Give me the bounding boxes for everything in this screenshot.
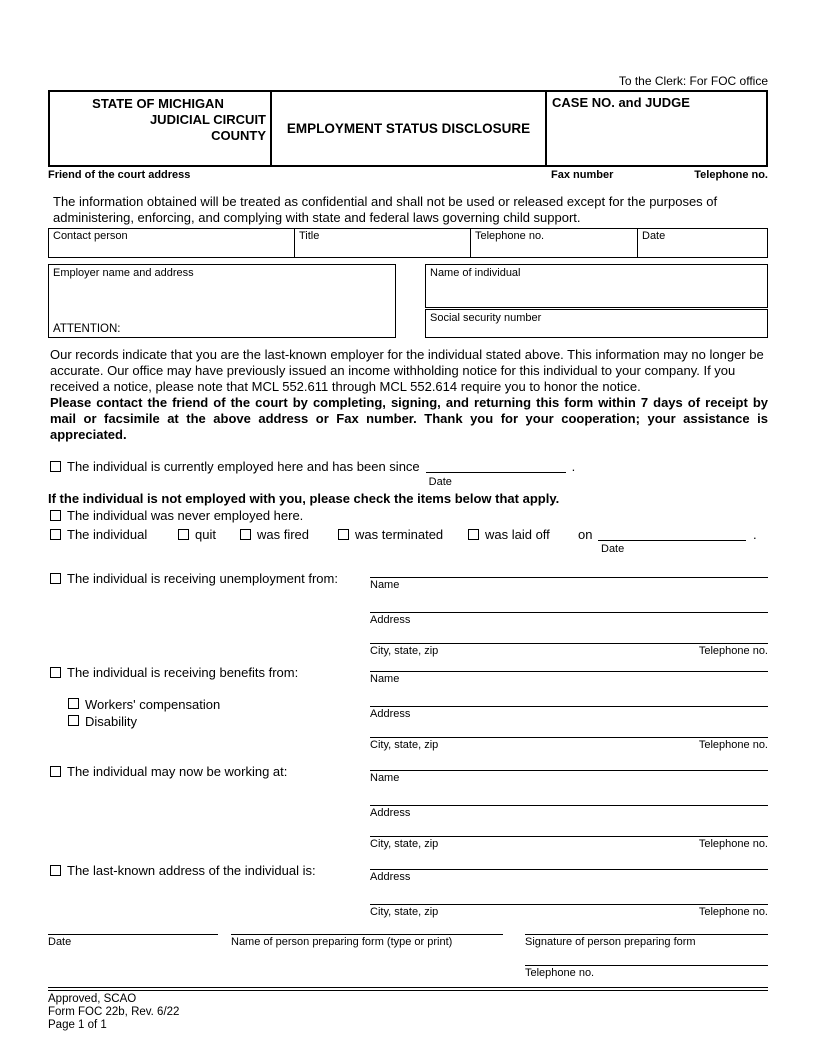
footer-form-number: Form FOC 22b, Rev. 6/22 [48, 1006, 180, 1018]
working-row [48, 764, 370, 780]
terminated-option [338, 527, 443, 543]
working-telephone-label: Telephone no. [698, 838, 768, 850]
last-known-address-group [370, 869, 768, 883]
state-label: STATE OF MICHIGAN [92, 96, 224, 111]
unemployment-address-group [370, 612, 768, 626]
footer-approved: Approved, SCAO [48, 993, 137, 1005]
fax-number-label: Fax number [551, 169, 614, 181]
fired-option [240, 527, 309, 543]
contact-telephone-field[interactable] [471, 229, 638, 257]
footer-divider [48, 987, 768, 991]
checkbox-was-laid-off[interactable] [468, 529, 479, 540]
working-name-group [370, 770, 768, 784]
court-address-row [48, 169, 768, 184]
contact-table [48, 228, 768, 258]
laid-off-option [468, 527, 550, 543]
separation-date-line[interactable] [598, 527, 746, 541]
employed-since-blank [426, 459, 566, 490]
benefits-city-label: City, state, zip [370, 739, 439, 751]
contact-telephone-label: Telephone no. [475, 230, 545, 242]
case-no-label: CASE NO. and JUDGE [552, 95, 690, 110]
benefits-telephone-label: Telephone no. [698, 739, 768, 751]
never-employed-row [48, 508, 768, 524]
benefits-section [48, 665, 768, 751]
working-left [48, 764, 370, 850]
individual-name-field[interactable] [425, 264, 768, 308]
last-known-city-group [370, 904, 768, 918]
caption-table [48, 90, 768, 167]
working-address-label: Address [370, 807, 411, 819]
benefits-address-group [370, 706, 768, 720]
checkbox-workers-comp[interactable] [68, 698, 79, 709]
quit-option [178, 527, 216, 543]
disability-label: Disability [85, 714, 138, 729]
benefits-options [66, 696, 370, 730]
county-label: COUNTY [211, 128, 266, 143]
checkbox-disability[interactable] [68, 715, 79, 726]
terminated-label: was terminated [355, 527, 444, 542]
checkbox-unemployment[interactable] [50, 573, 61, 584]
notice-body: Our records indicate that you are the last-known employer for the individual stated above. This information may no longer be accurate. Our office may have previously issued an income withholding notice for this individual to your company. If you received a notice, please note that MCL 552.611 through MCL 552.614 require you to honor the notice. [50, 347, 764, 394]
preparer-signature-label: Signature of person preparing form [525, 936, 696, 948]
unemployment-city-group [370, 643, 768, 657]
separation-row [48, 527, 768, 560]
workers-comp-row [66, 696, 370, 713]
on-label: on [578, 527, 593, 542]
separation-date-label: Date [601, 543, 625, 555]
quit-label: quit [195, 527, 216, 542]
checkbox-currently-employed[interactable] [50, 461, 61, 472]
benefits-address-label: Address [370, 708, 411, 720]
sign-date-group [48, 934, 218, 979]
foc-address-label: Friend of the court address [48, 169, 191, 181]
laid-off-label: was laid off [485, 527, 550, 542]
working-name-label: Name [370, 772, 400, 784]
form-title: EMPLOYMENT STATUS DISCLOSURE [272, 92, 547, 165]
preparer-name-group [231, 934, 503, 979]
preparer-signature-group [525, 934, 768, 979]
unemployment-name-group [370, 577, 768, 591]
footer [48, 993, 768, 1032]
benefits-row [48, 665, 370, 681]
checkbox-was-terminated[interactable] [338, 529, 349, 540]
ssn-label: Social security number [430, 312, 542, 324]
signature-row [48, 934, 768, 979]
preparer-telephone-group [525, 965, 768, 979]
benefits-name-label: Name [370, 673, 400, 685]
working-section [48, 764, 768, 850]
attention-label: ATTENTION: [53, 323, 121, 335]
confidentiality-text: The information obtained will be treated as confidential and shall not be used or released except for the purposes of administering, enforcing, and complying with state and federal laws governing child support. [53, 194, 718, 225]
separation-period: . [753, 527, 757, 542]
notice-paragraph [48, 347, 768, 443]
contact-date-label: Date [642, 230, 666, 242]
unemployment-fields [370, 571, 768, 657]
sign-date-label: Date [48, 936, 72, 948]
contact-person-label: Contact person [53, 230, 128, 242]
footer-page-number: Page 1 of 1 [48, 1019, 107, 1031]
court-cell [50, 92, 272, 165]
unemployment-left [48, 571, 370, 657]
separation-lead-group [50, 527, 147, 543]
employed-since-date-line[interactable] [426, 459, 566, 473]
telephone-label: Telephone no. [694, 169, 768, 181]
working-text: The individual may now be working at: [67, 764, 288, 779]
benefits-name-group [370, 671, 768, 685]
last-known-telephone-label: Telephone no. [698, 906, 768, 918]
separation-lead-text: The individual [67, 527, 148, 542]
ssn-field[interactable] [425, 309, 768, 338]
employer-individual-row [48, 264, 768, 338]
working-city-label: City, state, zip [370, 838, 439, 850]
clerk-note: To the Clerk: For FOC office [618, 74, 768, 88]
workers-comp-label: Workers' compensation [85, 697, 221, 712]
unemployment-row [48, 571, 370, 587]
working-address-group [370, 805, 768, 819]
case-no-cell[interactable] [547, 92, 766, 165]
working-fields [370, 764, 768, 850]
circuit-label: JUDICIAL CIRCUIT [149, 112, 266, 127]
title-field[interactable] [295, 229, 471, 257]
employer-address-label: Employer name and address [53, 267, 194, 279]
last-known-address-label: Address [370, 871, 411, 883]
unemployment-section [48, 571, 768, 657]
unemployment-telephone-label: Telephone no. [698, 645, 768, 657]
benefits-fields [370, 665, 768, 751]
last-known-left [48, 863, 370, 918]
benefits-text: The individual is receiving benefits from: [67, 665, 299, 680]
preparer-telephone-label: Telephone no. [525, 967, 595, 979]
title-label: Title [299, 230, 320, 242]
checkbox-separation[interactable] [50, 529, 61, 540]
employer-address-field[interactable] [48, 264, 396, 338]
unemployment-name-label: Name [370, 579, 400, 591]
checkbox-working[interactable] [50, 766, 61, 777]
unemployment-city-label: City, state, zip [370, 645, 439, 657]
employed-period: . [571, 459, 576, 474]
unemployment-address-label: Address [370, 614, 411, 626]
last-known-row [48, 863, 370, 879]
contact-date-field[interactable] [638, 229, 767, 257]
employed-since-date-label: Date [428, 476, 452, 488]
checkbox-never-employed[interactable] [50, 510, 61, 521]
disability-row [66, 713, 370, 730]
checkbox-benefits[interactable] [50, 667, 61, 678]
never-employed-text: The individual was never employed here. [67, 508, 304, 523]
notice-bold: Please contact the friend of the court by completing, signing, and returning this form within 7 days of receipt by mail or facsimile at the above address or Fax number. Thank you for your cooperation; your assistance is appreciated. [50, 395, 768, 442]
employed-row [48, 459, 768, 490]
preparer-name-label: Name of person preparing form (type or print) [231, 936, 453, 948]
benefits-left [48, 665, 370, 751]
last-known-section [48, 863, 768, 918]
individual-column [425, 264, 768, 338]
checkbox-last-known[interactable] [50, 865, 61, 876]
checkbox-quit[interactable] [178, 529, 189, 540]
last-known-city-label: City, state, zip [370, 906, 439, 918]
individual-name-label: Name of individual [430, 267, 521, 279]
working-city-group [370, 836, 768, 850]
contact-person-field[interactable] [49, 229, 295, 257]
unemployment-text: The individual is receiving unemployment from: [67, 571, 338, 586]
not-employed-heading: If the individual is not employed with you, please check the items below that apply. [48, 491, 560, 506]
last-known-fields [370, 863, 768, 918]
last-known-text: The last-known address of the individual is: [67, 863, 316, 878]
checkbox-was-fired[interactable] [240, 529, 251, 540]
fired-label: was fired [257, 527, 310, 542]
benefits-city-group [370, 737, 768, 751]
employed-text: The individual is currently employed here and has been since [67, 459, 420, 474]
